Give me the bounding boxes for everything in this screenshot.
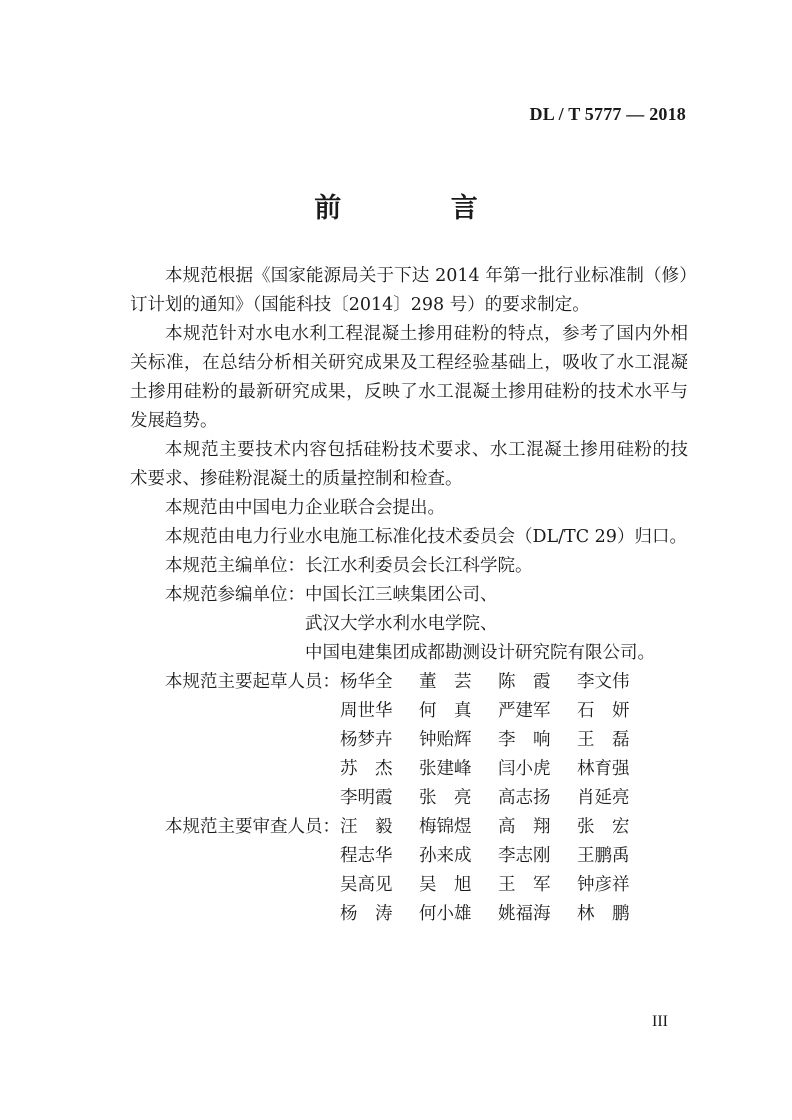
participating-unit: 武汉大学水利水电学院、 xyxy=(305,614,498,634)
drafters-row xyxy=(340,668,630,697)
foreword-body xyxy=(130,262,688,929)
person-name: 林育强 xyxy=(577,759,630,779)
participating-units xyxy=(130,581,688,668)
person-name: 吴 旭 xyxy=(419,875,472,895)
person-name: 闫小虎 xyxy=(498,759,551,779)
person-name: 杨 涛 xyxy=(340,904,393,924)
page-number: III xyxy=(652,1013,668,1030)
person-name: 李志刚 xyxy=(498,846,551,866)
drafters-row xyxy=(340,697,630,726)
person-name: 何小雄 xyxy=(419,904,472,924)
person-name: 李文伟 xyxy=(577,672,630,692)
reviewers-row xyxy=(340,842,630,871)
drafters-label: 本规范主要起草人员： xyxy=(165,672,340,692)
person-name: 张 宏 xyxy=(577,817,630,837)
participating-unit: 中国长江三峡集团公司、 xyxy=(305,585,498,605)
person-name: 林 鹏 xyxy=(577,904,630,924)
person-name: 钟彦祥 xyxy=(577,875,630,895)
person-name: 周世华 xyxy=(340,701,393,721)
person-name: 张建峰 xyxy=(419,759,472,779)
person-name: 苏 杰 xyxy=(340,759,393,779)
paragraph-administrator: 本规范由电力行业水电施工标准化技术委员会（DL/TC 29）归口。 xyxy=(165,527,687,547)
drafters-row xyxy=(340,726,630,755)
chief-unit-label: 本规范主编单位： xyxy=(165,556,305,576)
paragraph-proposer: 本规范由中国电力企业联合会提出。 xyxy=(165,498,445,518)
person-name: 高 翔 xyxy=(498,817,551,837)
person-name: 李明霞 xyxy=(340,788,393,808)
person-name: 高志扬 xyxy=(498,788,551,808)
person-name: 王鹏禹 xyxy=(577,846,630,866)
person-name: 何 真 xyxy=(419,701,472,721)
person-name: 董 芸 xyxy=(419,672,472,692)
person-name: 程志华 xyxy=(340,846,393,866)
person-name: 王 军 xyxy=(498,875,551,895)
person-name: 钟贻辉 xyxy=(419,730,472,750)
participating-unit: 中国电建集团成都勘测设计研究院有限公司。 xyxy=(305,643,655,663)
chief-unit xyxy=(130,552,688,581)
reviewers-row xyxy=(340,813,630,842)
person-name: 严建军 xyxy=(498,701,551,721)
person-name: 吴高见 xyxy=(340,875,393,895)
person-name: 石 妍 xyxy=(577,701,630,721)
person-name: 汪 毅 xyxy=(340,817,393,837)
chief-unit-value: 长江水利委员会长江科学院。 xyxy=(305,556,533,576)
reviewers-label: 本规范主要审查人员： xyxy=(165,817,340,837)
paragraph-basis: 本规范根据《国家能源局关于下达 2014 年第一批行业标准制（修）订计划的通知》（国能科技〔2014〕298 号）的要求制定。 xyxy=(130,266,688,315)
person-name: 梅锦煜 xyxy=(419,817,472,837)
drafters-row xyxy=(340,784,630,813)
person-name: 陈 霞 xyxy=(498,672,551,692)
standard-code: DL / T 5777 — 2018 xyxy=(529,104,686,124)
person-name: 姚福海 xyxy=(498,904,551,924)
person-name: 孙来成 xyxy=(419,846,472,866)
person-name: 杨梦卉 xyxy=(340,730,393,750)
person-name: 李 响 xyxy=(498,730,551,750)
person-name: 肖延亮 xyxy=(577,788,630,808)
page-title: 前 言 xyxy=(314,193,528,224)
reviewers xyxy=(130,813,688,929)
drafters xyxy=(130,668,688,813)
person-name: 王 磊 xyxy=(577,730,630,750)
person-name: 杨华全 xyxy=(340,672,393,692)
paragraph-scope: 本规范针对水电水利工程混凝土掺用硅粉的特点，参考了国内外相关标准，在总结分析相关研究成果及工程经验基础上，吸收了水工混凝土掺用硅粉的最新研究成果，反映了水工混凝土掺用硅粉的技术水平与发展趋势。 xyxy=(130,324,688,431)
reviewers-row xyxy=(340,871,630,900)
person-name: 张 亮 xyxy=(419,788,472,808)
paragraph-contents: 本规范主要技术内容包括硅粉技术要求、水工混凝土掺用硅粉的技术要求、掺硅粉混凝土的质量控制和检查。 xyxy=(130,440,688,489)
drafters-row xyxy=(340,755,630,784)
participating-units-label: 本规范参编单位： xyxy=(165,585,305,605)
reviewers-row xyxy=(340,900,630,929)
